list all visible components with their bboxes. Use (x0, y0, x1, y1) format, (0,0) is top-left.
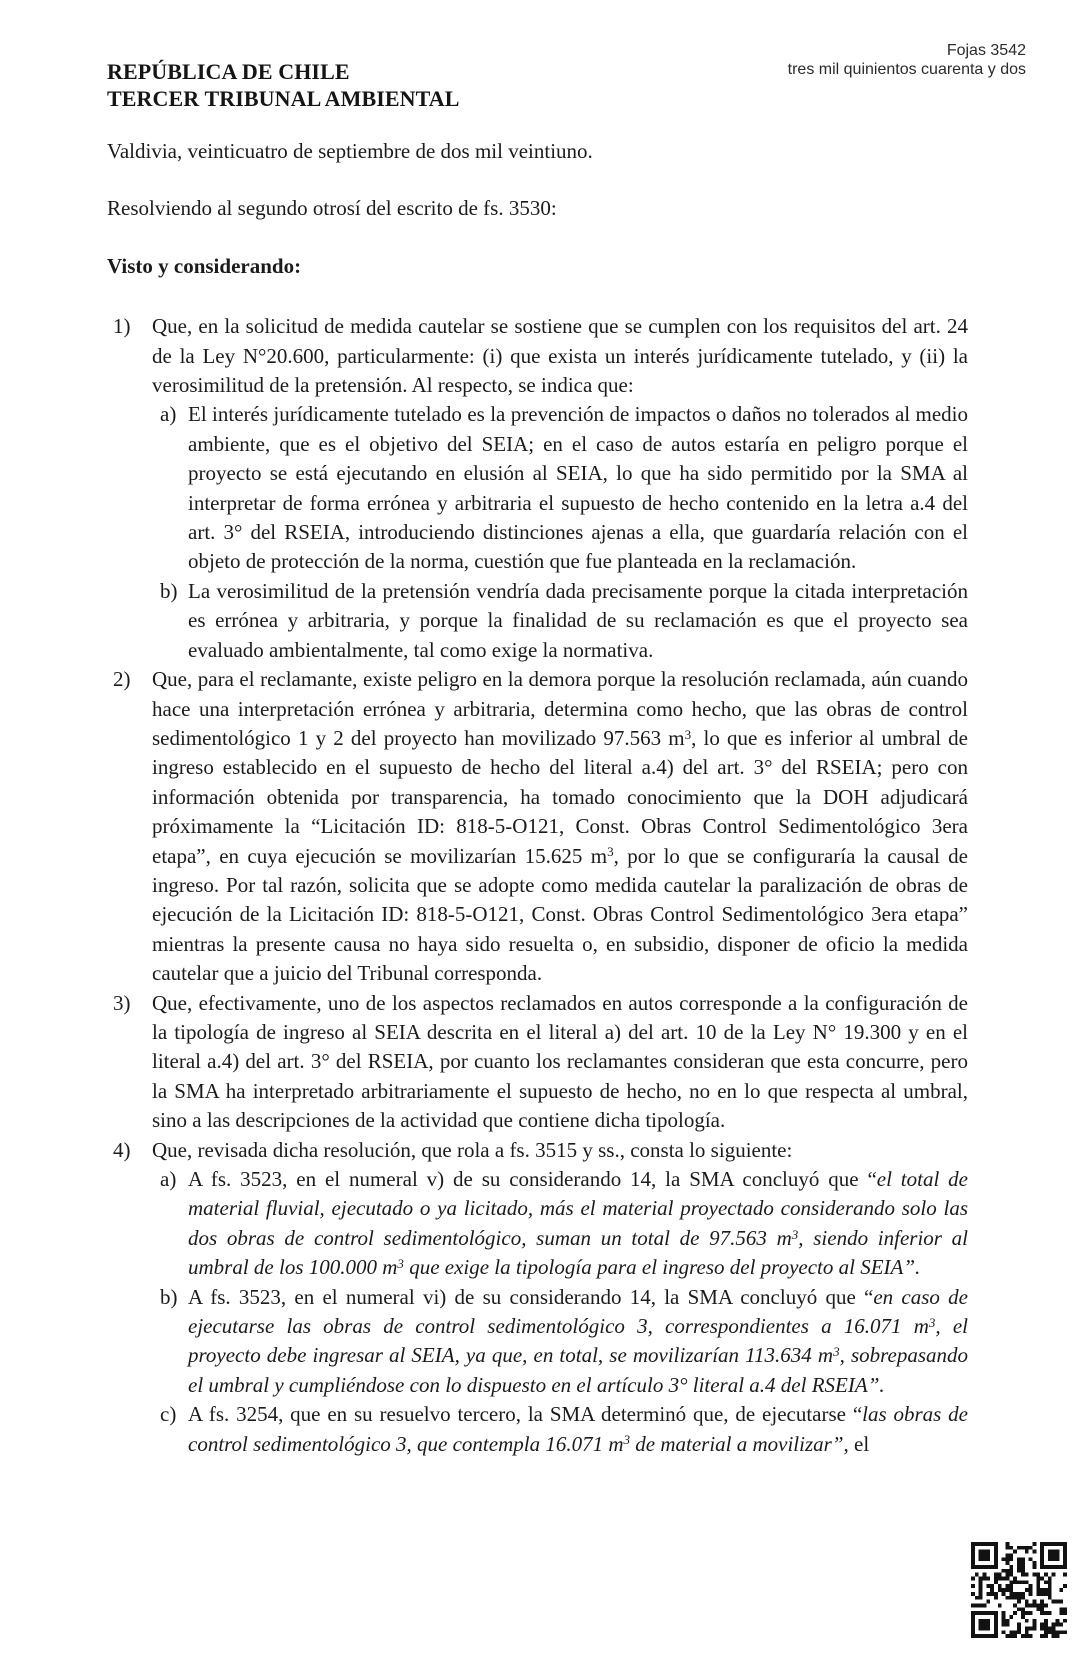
text-run: , por lo que se configuraría la causal de ingreso. Por tal razón, solicita que se adopte como medida cautelar la paralización de obras de ejecución de la Licitación ID: 818-5-O121, Const. Obras Control Sedimentológico 3era etapa” mientras la presente causa no haya sido resuelta o, en subsidio, disponer de oficio la medida cautelar que a juicio del Tribunal corresponda. (152, 843, 968, 986)
text-run: Que, revisada dicha resolución, que rola a fs. 3515 y ss., consta lo siguiente: (152, 1137, 793, 1162)
text-run: 3 (791, 1226, 799, 1242)
text-run: el total de material fluvial, ejecutado o ya licitado, más el material proyectado considerando solo las dos obras de control sedimentológico, suman un total de 97.563 m (188, 1167, 968, 1250)
list-subitem (160, 577, 968, 665)
subitem-text (188, 400, 968, 576)
list-subitem (160, 1165, 968, 1283)
text-run: A fs. 3523, en el numeral vi) de su considerando 14, la SMA concluyó que “ (188, 1284, 874, 1309)
text-run: las obras de control sedimentológico 3, que contempla 16.071 m (188, 1402, 968, 1456)
subitem-letter: b) (160, 1284, 178, 1309)
text-run: Que, en la solicitud de medida cautelar se sostiene que se cumplen con los requisitos del art. 24 de la Ley N°20.600, particularmente: (i) que exista un interés jurídicamente tutelado, y (ii) la verosimilitud de la pretensión. Al respecto, se indica que: (152, 314, 968, 398)
text-run: 3 (684, 726, 692, 742)
qr-code-icon (971, 1542, 1067, 1638)
text-run: , el proyecto debe ingresar al SEIA, ya que, en total, se movilizarían 113.634 m (188, 1314, 968, 1368)
text-run: 3 (833, 1344, 840, 1360)
list-item (107, 665, 968, 988)
item-number: 3) (113, 990, 131, 1015)
list-subitem (160, 1283, 968, 1401)
subitem-letter: c) (160, 1402, 177, 1427)
text-run: 3 (928, 1314, 936, 1330)
subitem-letter: b) (160, 578, 178, 603)
header-republic: REPÚBLICA DE CHILE (107, 59, 350, 84)
intro-line: Resolviendo al segundo otrosí del escrito de fs. 3530: (107, 196, 557, 221)
document-body (107, 137, 968, 1459)
text-run: A fs. 3523, en el numeral v) de su considerando 14, la SMA concluyó que “ (188, 1167, 877, 1191)
text-run: , lo que es inferior al umbral de ingreso establecido en el supuesto de hecho del literal a.4) del art. 3° del RSEIA; pero con información obtenida por transparencia, ha tomado conocimiento que la DOH adjudicará próximamente la “Licitación ID: 818-5-O121, Const. Obras Control Sedimentológico 3era etapa”, en cuya ejecución se movilizarían 15.625 m (152, 725, 969, 868)
text-run: 3 (623, 1432, 630, 1448)
text-run: , el (843, 1431, 870, 1456)
item-text (152, 989, 968, 1136)
date-line: Valdivia, veinticuatro de septiembre de dos mil veintiuno. (107, 139, 593, 163)
section-heading: Visto y considerando: (107, 253, 302, 278)
court-header (107, 58, 460, 112)
item-text (152, 312, 968, 400)
subitem-text (188, 1283, 968, 1401)
list-subitem (160, 1400, 968, 1459)
folio-words: tres mil quinientos cuarenta y dos (787, 60, 1026, 78)
text-run: Que, para el reclamante, existe peligro en la demora porque la resolución reclamada, aún cuando hace una interpretación errónea y arbitraria, determina como hecho, que las obras de control sedimentológico 1 y 2 del proyecto han movilizado 97.563 m (152, 667, 968, 750)
text-run: Que, efectivamente, uno de los aspectos reclamados en autos corresponde a la configuración de la tipología de ingreso al SEIA descrita en el literal a) del art. 10 de la Ley N° 19.300 y en el literal a.4) del art. 3° del RSEIA, por cuanto los reclamantes consideran que esta concurre, pero la SMA ha interpretado arbitrariamente el supuesto de hecho, no en lo que respecta al umbral, sino a las descripciones de la actividad que contiene dicha tipología. (152, 990, 968, 1133)
considerations-list (107, 312, 968, 1459)
text-run: La verosimilitud de la pretensión vendría dada precisamente porque la citada interpretación es errónea y arbitraria, y porque la finalidad de su reclamación es que el proyecto sea evaluado ambientalmente, tal como exige la normativa. (188, 578, 968, 662)
subitem-text (188, 1400, 968, 1459)
text-run: en caso de ejecutarse las obras de control sedimentológico 3, correspondientes a 16.071 m (188, 1284, 968, 1339)
subitem-text (188, 1165, 968, 1283)
subitem-letter: a) (160, 402, 177, 427)
item-text (152, 665, 968, 988)
folio-stamp (788, 42, 1026, 79)
header-tribunal: TERCER TRIBUNAL AMBIENTAL (107, 86, 460, 111)
list-item (107, 989, 968, 1136)
subitem-letter: a) (160, 1167, 177, 1191)
item-number: 1) (113, 314, 131, 339)
item-number: 4) (113, 1137, 131, 1162)
list-subitem (160, 400, 968, 576)
text-run: A fs. 3254, que en su resuelvo tercero, la SMA determinó que, de ejecutarse “ (188, 1402, 863, 1427)
subitem-text (188, 577, 968, 665)
text-run: , siendo inferior al umbral de los 100.000 m (188, 1225, 969, 1280)
item-text (152, 1136, 968, 1165)
list-item (107, 1136, 968, 1459)
item-number: 2) (113, 667, 131, 692)
text-run: que exige la tipología para el ingreso del proyecto al SEIA”. (403, 1255, 921, 1280)
text-run: El interés jurídicamente tutelado es la prevención de impactos o daños no tolerados al medio ambiente, que es el objetivo del SEIA; en el caso de autos estaría en peligro porque el proyecto se está ejecutando en elusión al SEIA, lo que ha sido permitido por la SMA al interpretar de forma errónea y arbitraria el supuesto de hecho contenido en la letra a.4 del art. 3° del RSEIA, introduciendo distinciones ajenas a ella, que guardaría relación con el objeto de protección de la norma, cuestión que fue planteada en la reclamación. (188, 402, 968, 574)
text-run: de material a movilizar” (630, 1431, 844, 1456)
text-run: 3 (397, 1255, 404, 1271)
folio-number: Fojas 3542 (946, 42, 1026, 59)
text-run: , sobrepasando el umbral y cumpliéndose con lo dispuesto en el artículo 3° literal a.4 del RSEIA”. (188, 1343, 968, 1397)
text-run: 3 (607, 844, 614, 860)
list-item (107, 312, 968, 665)
